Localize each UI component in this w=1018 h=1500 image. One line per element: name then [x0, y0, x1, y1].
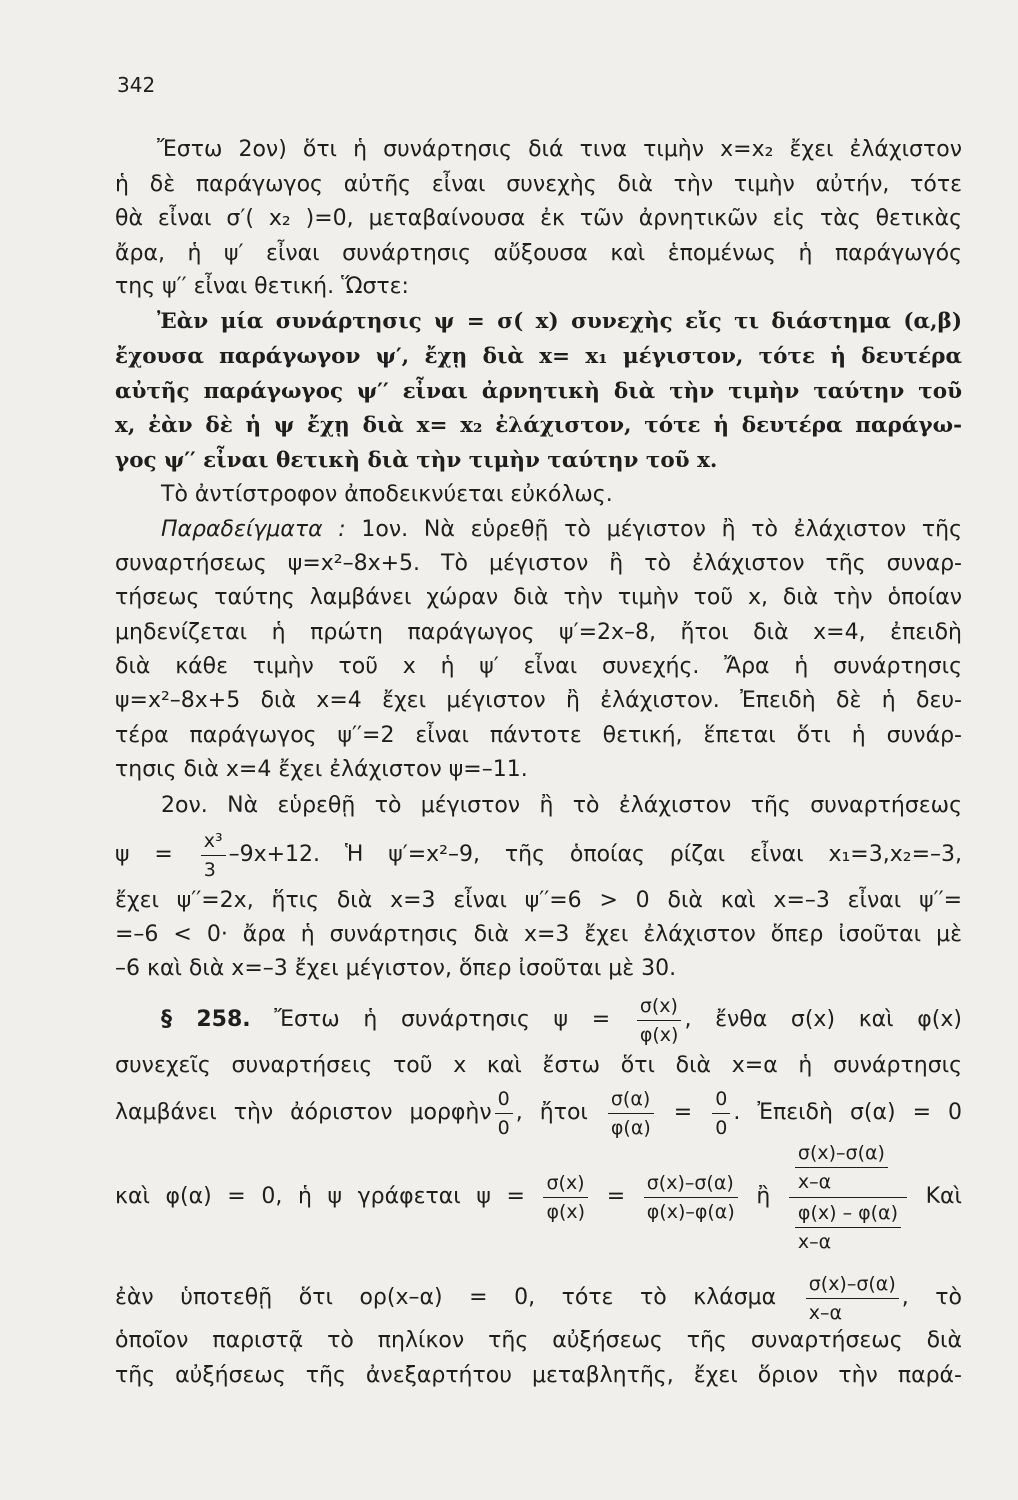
text-line: [115, 1136, 962, 1258]
line-text: Καὶ: [910, 1184, 962, 1209]
section-number: § 258.: [161, 1007, 251, 1032]
examples-label: Παραδείγματα :: [161, 517, 346, 542]
line-text: μηδενίζεται ἡ πρώτη παράγωγος ψ′=2x–8, ἤτοι διὰ x=4, ἐπειδὴ: [115, 620, 962, 645]
theorem-text: Ἐὰν μία συνάρτησις ψ = σ( x) συνεχὴς εἴς τι διάστημα (α,β): [157, 309, 962, 334]
line-text: , ἔνθα σ(x) καὶ φ(x): [684, 1007, 962, 1032]
fraction-denominator: 0: [715, 1116, 728, 1139]
compound-numerator: [789, 1138, 907, 1198]
line-text: ἡ δὲ παράγωγος αὐτῆς εἶναι συνεχὴς διὰ τὴν τιμὴν αὐτήν, τότε: [115, 172, 962, 197]
fraction-numerator: 0: [712, 1085, 730, 1114]
fraction-numerator: x³: [201, 827, 226, 856]
fraction-denominator: φ(α): [610, 1116, 651, 1139]
text-line: [115, 753, 962, 787]
text-line: [115, 650, 962, 684]
fraction-denominator: φ(x): [546, 1200, 586, 1223]
fraction-denominator: 0: [497, 1116, 510, 1139]
fraction: [795, 1199, 901, 1256]
theorem-text: αὐτῆς παράγωγος ψ′′ εἶναι ἀρνητικὴ διὰ τὴν τιμὴν ταύτην τοῦ: [115, 379, 962, 404]
text-line: [115, 1324, 962, 1358]
fraction-denominator: x–α: [808, 1301, 843, 1324]
text-line: [115, 133, 962, 167]
fraction: [795, 1139, 888, 1196]
line-text: της ψ′′ εἶναι θετική. Ὥστε:: [115, 274, 409, 299]
line-text: ἄρα, ἡ ψ′ εἶναι συνάρτησις αὔξουσα καὶ ἑπομένως ἡ παράγωγός: [115, 241, 962, 266]
line-text: Τὸ ἀντίστροφον ἀποδεικνύεται εὐκόλως.: [161, 482, 613, 507]
line-text: διὰ κάθε τιμὴν τοῦ x ἡ ψ′ εἶναι συνεχής. Ἄρα ἡ συνάρτησις: [115, 654, 962, 679]
line-text: τησις διὰ x=4 ἔχει ἐλάχιστον ψ=–11.: [115, 757, 528, 782]
theorem-line: [115, 375, 962, 409]
line-text: –9x+12. Ἡ ψ′=x²–9, τῆς ὁποίας ρίζαι εἶναι x₁=3,x₂=–3,: [228, 842, 962, 867]
line-text: =: [656, 1100, 710, 1125]
fraction: [201, 827, 226, 884]
text-line: [115, 985, 962, 1055]
line-text: =–6 < 0· ἄρα ἡ συνάρτησις διὰ x=3 ἔχει ἐλάχιστον ὅπερ ἰσοῦται μὲ: [115, 922, 962, 947]
theorem-line: [115, 340, 962, 374]
fraction-numerator: σ(x)–σ(α): [795, 1139, 888, 1168]
line-text: συναρτήσεως ψ=x²–8x+5. Τὸ μέγιστον ἢ τὸ ἐλάχιστον τῆς συναρ-: [115, 551, 962, 576]
line-text: ψ=x²–8x+5 διὰ x=4 ἔχει μέγιστον ἢ ἐλάχιστον. Ἐπειδὴ δὲ ἡ δευ-: [115, 688, 962, 713]
compound-fraction: [789, 1138, 907, 1257]
text-line: [115, 202, 962, 236]
text-line: [115, 616, 962, 650]
theorem-line: [115, 409, 962, 443]
theorem-line: [115, 305, 962, 339]
line-text: τήσεως ταύτης λαμβάνει χώραν διὰ τὴν τιμὴν τοῦ x, διὰ τὴν ὁποίαν: [115, 585, 962, 610]
line-text: τέρα παράγωγος ψ′′=2 εἶναι πάντοτε θετική, ἕπεται ὅτι ἡ συνάρ-: [115, 723, 962, 748]
line-text: λαμβάνει τὴν ἀόριστον μορφὴν: [115, 1100, 492, 1125]
text-line: [115, 270, 962, 304]
text-line: [115, 581, 962, 615]
line-text: , τὸ: [901, 1285, 962, 1310]
text-line: [115, 918, 962, 952]
fraction-numerator: σ(x): [637, 992, 682, 1021]
fraction: [712, 1085, 730, 1142]
line-text: =: [591, 1184, 641, 1209]
text-line: [115, 789, 962, 823]
text-line: [115, 952, 962, 986]
text-line: [115, 547, 962, 581]
fraction-denominator: φ(x): [639, 1023, 679, 1046]
line-text: Ἔστω 2ον) ὅτι ἡ συνάρτησις διά τινα τιμὴν x=x₂ ἔχει ἐλάχιστον: [157, 137, 962, 162]
fraction-numerator: σ(x): [543, 1169, 588, 1198]
line-text: καὶ φ(α) = 0, ἡ ψ γράφεται ψ =: [115, 1184, 541, 1209]
text-line: [115, 884, 962, 918]
text-line: [115, 1359, 962, 1393]
text-line: [115, 1263, 962, 1333]
theorem-text: ἔχουσα παράγωγον ψ′, ἔχῃ διὰ x= x₁ μέγιστον, τότε ἡ δευτέρα: [115, 344, 962, 369]
text-line: [115, 237, 962, 271]
text-line: [115, 478, 962, 512]
page-number: 342: [117, 73, 156, 97]
text-line: [115, 684, 962, 718]
fraction-denominator: φ(x)–φ(α): [646, 1200, 735, 1223]
theorem-text: x, ἐὰν δὲ ἡ ψ ἔχῃ διὰ x= x₂ ἐλάχιστον, τότε ἡ δευτέρα παράγω-: [115, 413, 962, 438]
text-line: [115, 820, 962, 890]
fraction-numerator: φ(x) – φ(α): [795, 1199, 901, 1228]
fraction-denominator: x–α: [797, 1230, 832, 1253]
fraction-numerator: 0: [495, 1085, 513, 1114]
fraction: [543, 1169, 588, 1226]
fraction-numerator: σ(x)–σ(α): [806, 1270, 899, 1299]
line-text: ἐὰν ὑποτεθῇ ὅτι ορ(x–α) = 0, τότε τὸ κλάσμα: [115, 1285, 803, 1310]
fraction-numerator: σ(x)–σ(α): [644, 1169, 738, 1198]
line-text: –6 καὶ διὰ x=–3 ἔχει μέγιστον, ὅπερ ἰσοῦται μὲ 30.: [115, 956, 677, 981]
fraction: [637, 992, 682, 1049]
fraction-denominator: 3: [203, 858, 216, 881]
text-line: [115, 719, 962, 753]
theorem-text: γος ψ′′ εἶναι θετικὴ διὰ τὴν τιμὴν ταύτην τοῦ x.: [115, 448, 718, 473]
fraction-numerator: σ(α): [608, 1085, 654, 1114]
line-text: Ἔστω ἡ συνάρτησις ψ =: [250, 1007, 634, 1032]
text-line: [115, 513, 962, 547]
fraction: [644, 1169, 738, 1226]
text-line: [115, 168, 962, 202]
line-text: 1ον. Νὰ εὑρεθῇ τὸ μέγιστον ἢ τὸ ἐλάχιστον τῆς: [345, 517, 963, 542]
line-text: συνεχεῖς συναρτήσεις τοῦ x καὶ ἔστω ὅτι διὰ x=α ἡ συνάρτησις: [115, 1053, 962, 1078]
fraction: [608, 1085, 654, 1142]
line-text: , ἤτοι: [515, 1100, 605, 1125]
compound-denominator: [789, 1198, 907, 1257]
line-text: ἢ: [740, 1184, 786, 1209]
line-text: 2ον. Νὰ εὑρεθῇ τὸ μέγιστον ἢ τὸ ἐλάχιστον τῆς συναρτήσεως: [161, 793, 962, 818]
line-text: ψ =: [115, 842, 198, 867]
line-text: ὁποῖον παριστᾷ τὸ πηλίκον τῆς αὐξήσεως τῆς συναρτήσεως διὰ: [115, 1328, 962, 1353]
fraction-denominator: x–α: [797, 1170, 832, 1193]
line-text: ἔχει ψ′′=2x, ἥτις διὰ x=3 εἶναι ψ′′=6 > 0 διὰ καὶ x=–3 εἶναι ψ′′=: [115, 888, 962, 913]
line-text: θὰ εἶναι σ′( x₂ )=0, μεταβαίνουσα ἐκ τῶν ἀρνητικῶν εἰς τὰς θετικὰς: [115, 206, 962, 231]
fraction: [495, 1085, 513, 1142]
line-text: τῆς αὐξήσεως τῆς ἀνεξαρτήτου μεταβλητῆς, ἔχει ὅριον τὴν παρά-: [115, 1363, 962, 1388]
theorem-line: [115, 444, 962, 478]
line-text: . Ἐπειδὴ σ(α) = 0: [733, 1100, 963, 1125]
fraction: [806, 1270, 899, 1327]
